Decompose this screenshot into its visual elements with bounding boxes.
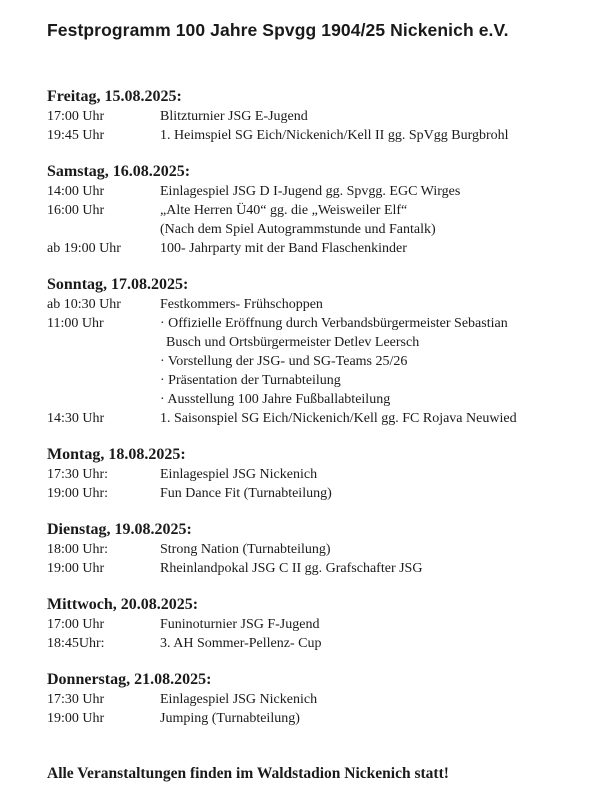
- event-description: 1. Heimspiel SG Eich/Nickenich/Kell II gg. SpVgg Burgbrohl: [160, 128, 509, 143]
- event-description: · Vorstellung der JSG- und SG-Teams 25/26: [160, 354, 408, 369]
- schedule-row: [47, 484, 590, 503]
- event-description: · Offizielle Eröffnung durch Verbandsbürgermeister Sebastian: [160, 316, 508, 331]
- schedule-row: [47, 126, 590, 145]
- day-section: [47, 669, 590, 728]
- event-description: Fun Dance Fit (Turnabteilung): [160, 486, 332, 501]
- day-heading: Mittwoch, 20.08.2025:: [47, 596, 199, 613]
- event-time: ab 19:00 Uhr: [47, 241, 121, 256]
- event-time: 16:00 Uhr: [47, 203, 105, 218]
- event-description: Rheinlandpokal JSG C II gg. Grafschafter JSG: [160, 561, 423, 576]
- event-time: 17:30 Uhr: [47, 692, 105, 707]
- event-time: 14:30 Uhr: [47, 411, 105, 426]
- event-time: [47, 371, 160, 390]
- event-description: Busch und Ortsbürgermeister Detlev Leersch: [166, 335, 420, 350]
- event-time: 11:00 Uhr: [47, 316, 104, 331]
- schedule-row: [47, 709, 590, 728]
- schedule-row: [47, 352, 590, 371]
- schedule-row: [47, 201, 590, 220]
- day-heading: Freitag, 15.08.2025:: [47, 88, 182, 105]
- schedule-row: [47, 559, 590, 578]
- schedule-row: [47, 333, 590, 352]
- day-heading: Dienstag, 19.08.2025:: [47, 521, 192, 538]
- schedule-row: [47, 295, 590, 314]
- event-time: [47, 333, 160, 352]
- page-title: Festprogramm 100 Jahre Spvgg 1904/25 Nickenich e.V.: [47, 20, 509, 40]
- event-description: Jumping (Turnabteilung): [160, 711, 300, 726]
- event-time: 19:45 Uhr: [47, 128, 105, 143]
- event-description: (Nach dem Spiel Autogrammstunde und Fantalk): [160, 222, 436, 237]
- event-time: [47, 220, 160, 239]
- schedule-row: [47, 690, 590, 709]
- event-time: 17:00 Uhr: [47, 109, 105, 124]
- schedule-row: [47, 371, 590, 390]
- event-description: Einlagespiel JSG Nickenich: [160, 692, 318, 707]
- event-time: 17:00 Uhr: [47, 617, 105, 632]
- schedule-row: [47, 409, 590, 428]
- schedule-row: [47, 634, 590, 653]
- schedule-row: [47, 390, 590, 409]
- event-description: Festkommers- Frühschoppen: [160, 297, 323, 312]
- day-section: [47, 86, 590, 145]
- event-time: 19:00 Uhr: [47, 711, 105, 726]
- event-description: 100- Jahrparty mit der Band Flaschenkinder: [160, 241, 407, 256]
- day-section: [47, 519, 590, 578]
- day-heading: Donnerstag, 21.08.2025:: [47, 671, 212, 688]
- event-time: [47, 352, 160, 371]
- schedule: [47, 86, 590, 728]
- schedule-row: [47, 182, 590, 201]
- event-description: „Alte Herren Ü40“ gg. die „Weisweiler Elf“: [160, 203, 408, 218]
- schedule-row: [47, 107, 590, 126]
- day-heading: Samstag, 16.08.2025:: [47, 163, 191, 180]
- event-description: · Präsentation der Turnabteilung: [160, 373, 341, 388]
- event-description: Einlagespiel JSG Nickenich: [160, 467, 318, 482]
- event-time: 19:00 Uhr:: [47, 486, 109, 501]
- event-description: Einlagespiel JSG D I-Jugend gg. Spvgg. EGC Wirges: [160, 184, 461, 199]
- event-description: 3. AH Sommer-Pellenz- Cup: [160, 636, 322, 651]
- schedule-row: [47, 239, 590, 258]
- day-heading: Sonntag, 17.08.2025:: [47, 276, 189, 293]
- schedule-row: [47, 220, 590, 239]
- schedule-row: [47, 540, 590, 559]
- schedule-row: [47, 465, 590, 484]
- event-time: 17:30 Uhr:: [47, 467, 109, 482]
- day-section: [47, 594, 590, 653]
- day-section: [47, 161, 590, 258]
- day-section: [47, 274, 590, 428]
- day-heading: Montag, 18.08.2025:: [47, 446, 186, 463]
- event-description: Blitzturnier JSG E-Jugend: [160, 109, 308, 124]
- event-time: 14:00 Uhr: [47, 184, 105, 199]
- schedule-row: [47, 615, 590, 634]
- event-description: Strong Nation (Turnabteilung): [160, 542, 331, 557]
- event-time: 18:45Uhr:: [47, 636, 105, 651]
- event-time: ab 10:30 Uhr: [47, 297, 121, 312]
- event-time: 19:00 Uhr: [47, 561, 105, 576]
- event-description: · Ausstellung 100 Jahre Fußballabteilung: [160, 392, 391, 407]
- schedule-row: [47, 314, 590, 333]
- event-description: Funinoturnier JSG F-Jugend: [160, 617, 320, 632]
- event-description: 1. Saisonspiel SG Eich/Nickenich/Kell gg. FC Rojava Neuwied: [160, 411, 517, 426]
- day-section: [47, 444, 590, 503]
- event-time: 18:00 Uhr:: [47, 542, 109, 557]
- event-time: [47, 390, 160, 409]
- footer-note: Alle Veranstaltungen finden im Waldstadion Nickenich statt!: [47, 765, 449, 782]
